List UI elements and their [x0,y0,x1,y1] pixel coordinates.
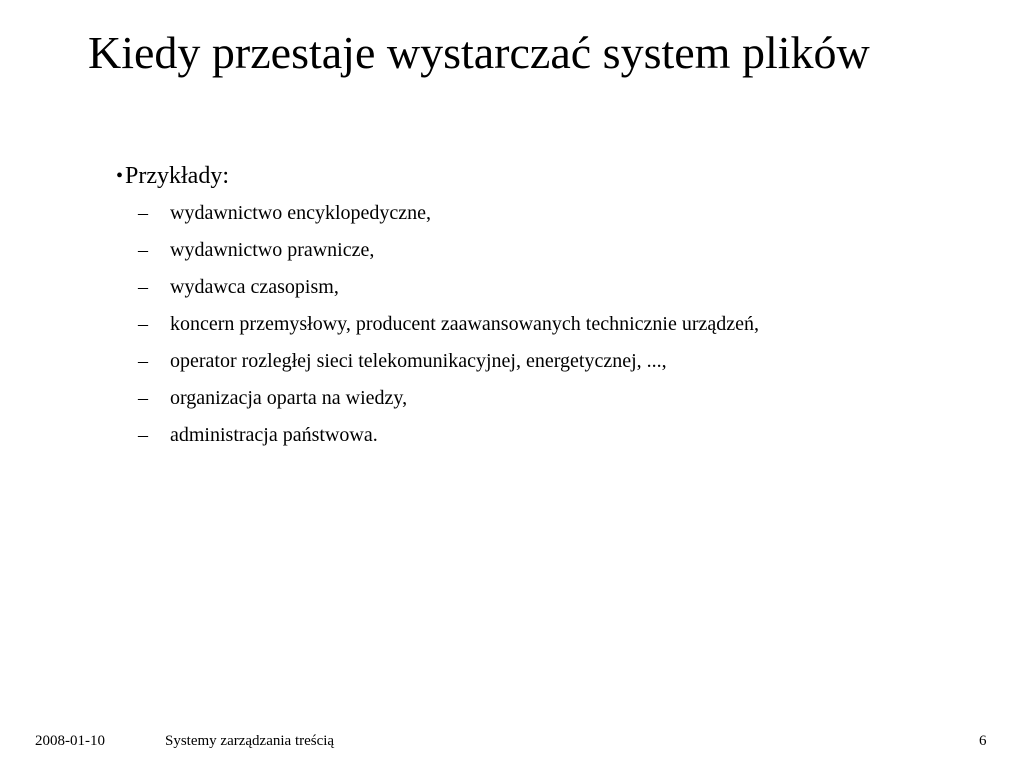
examples-list [88,198,988,450]
footer-date: 2008-01-10 [35,733,105,749]
list-item [88,272,988,302]
list-item-text: organizacja oparta na wiedzy, [170,387,408,409]
dash-marker: – [138,202,148,224]
dash-marker: – [138,239,148,261]
dash-marker: – [138,313,148,335]
list-item-text: operator rozległej sieci telekomunikacyjnej, energetycznej, ..., [170,350,667,372]
page-number: 6 [979,733,987,749]
list-item-text: koncern przemysłowy, producent zaawansowanych technicznie urządzeń, [170,313,759,335]
dash-marker: – [138,350,148,372]
bullet-label: Przykłady: [125,163,229,189]
list-item [88,383,988,413]
list-item [88,235,988,265]
list-item [88,420,988,450]
list-item [88,198,988,228]
slide-content [88,158,988,457]
dash-marker: – [138,424,148,446]
bullet-marker: • [116,165,124,187]
slide-title: Kiedy przestaje wystarczać system plików [88,27,870,78]
dash-marker: – [138,276,148,298]
list-item [88,309,988,339]
list-item-text: wydawnictwo prawnicze, [170,239,375,261]
list-item-text: administracja państwowa. [170,424,378,446]
dash-marker: – [138,387,148,409]
footer-title: Systemy zarządzania treścią [165,733,335,749]
list-item-text: wydawca czasopism, [170,276,339,298]
list-item [88,346,988,376]
list-item-text: wydawnictwo encyklopedyczne, [170,202,432,224]
bullet-przyklady [88,158,988,194]
